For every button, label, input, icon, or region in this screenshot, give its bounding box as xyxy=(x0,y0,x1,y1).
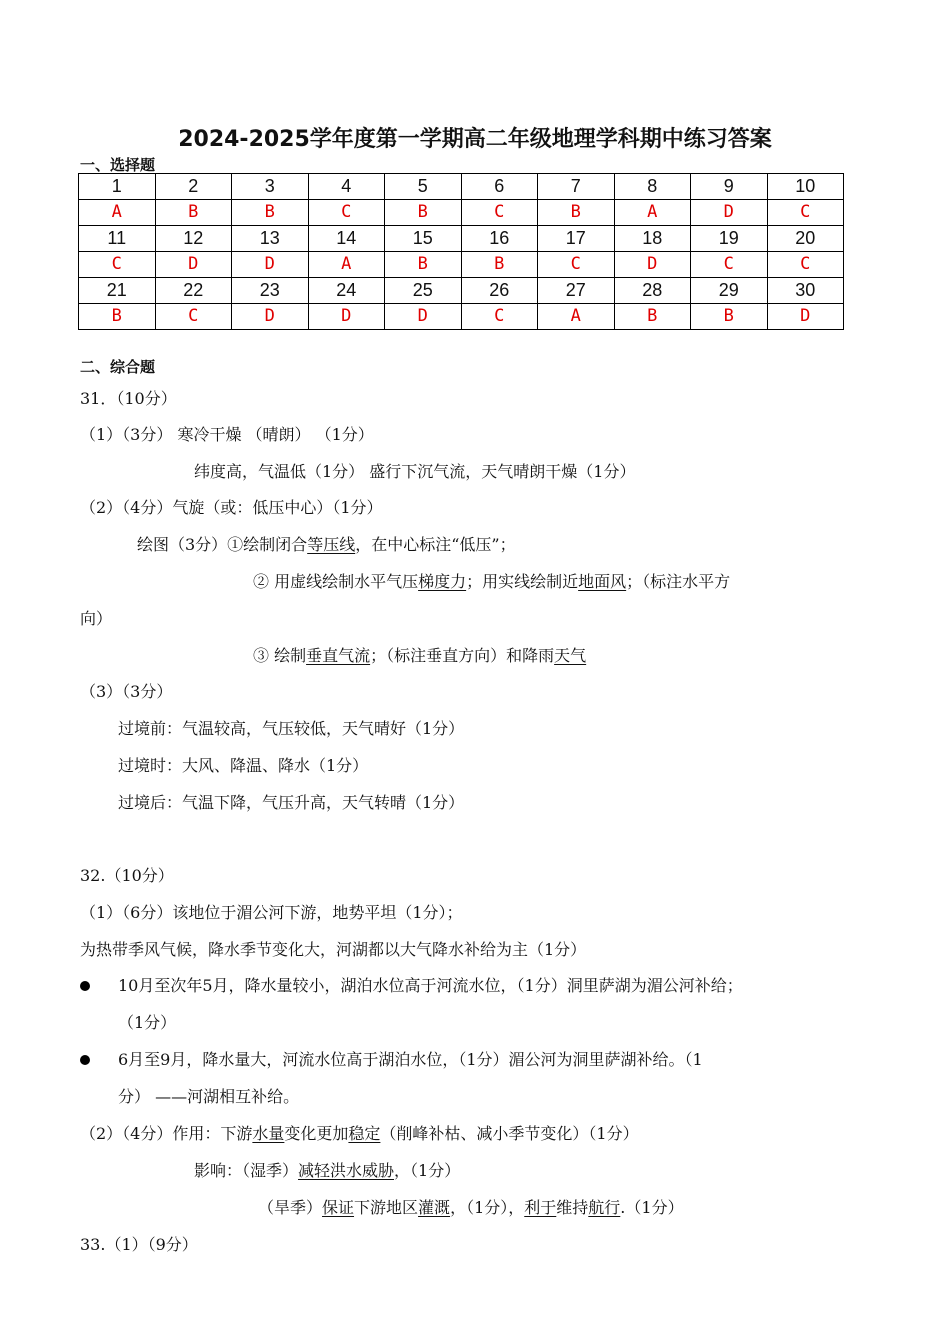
text-segment: ；（标注水平方 xyxy=(626,572,731,591)
answer-letter: D xyxy=(767,304,844,330)
text-segment: （削峰补枯、减小季节变化）（1分） xyxy=(380,1124,639,1143)
q32-heading: 32.（10分） xyxy=(80,866,174,885)
text-segment: ，（1分） xyxy=(394,1161,461,1180)
text-segment: .（1分） xyxy=(620,1198,684,1217)
underlined-term: 灌溉 xyxy=(418,1198,451,1217)
question-number: 9 xyxy=(691,174,768,200)
underlined-term: 保证 xyxy=(322,1198,355,1217)
underlined-term: 梯度力 xyxy=(418,572,467,591)
answer-letter: C xyxy=(461,304,538,330)
q32-part1-line2: 为热带季风气候，降水季节变化大，河湖都以大气降水补给为主（1分） xyxy=(80,940,587,959)
q31-part2-line1: （2）（4分）气旋（或：低压中心）（1分） xyxy=(80,498,383,517)
answer-letter: B xyxy=(232,200,309,226)
question-number: 23 xyxy=(232,278,309,304)
answer-letter: C xyxy=(155,304,232,330)
answer-letter: D xyxy=(232,252,309,278)
q31-part3-line1: （3）（3分） xyxy=(80,682,173,701)
answer-letter: A xyxy=(79,200,156,226)
question-number: 20 xyxy=(767,226,844,252)
answer-letter: B xyxy=(155,200,232,226)
question-number: 16 xyxy=(461,226,538,252)
question-number: 15 xyxy=(385,226,462,252)
text-segment: （2）（4分）作用：下游 xyxy=(80,1124,253,1143)
underlined-term: 等压线 xyxy=(307,535,356,554)
question-number: 6 xyxy=(461,174,538,200)
question-number: 5 xyxy=(385,174,462,200)
answer-letter: B xyxy=(385,200,462,226)
q32-part1-line1: （1）（6分）该地位于湄公河下游，地势平坦（1分）； xyxy=(80,903,463,922)
table-row xyxy=(79,252,844,278)
answer-letter: B xyxy=(538,200,615,226)
answer-letter: D xyxy=(385,304,462,330)
underlined-term: 减轻洪水威胁 xyxy=(298,1161,395,1180)
q32-bullet1-line2: （1分） xyxy=(118,1013,177,1032)
answer-letter: B xyxy=(461,252,538,278)
question-number: 27 xyxy=(538,278,615,304)
q31-part1-line2: 纬度高，气温低（1分） 盛行下沉气流，天气晴朗干燥（1分） xyxy=(194,462,636,481)
question-number: 13 xyxy=(232,226,309,252)
answer-letter: A xyxy=(614,200,691,226)
q31-part2-line3 xyxy=(253,571,730,593)
question-number: 30 xyxy=(767,278,844,304)
text-segment: ② 用虚线绘制水平气压 xyxy=(253,572,419,591)
q31-part3-after: 过境后：气温下降，气压升高，天气转晴（1分） xyxy=(118,793,465,812)
underlined-term: 利于 xyxy=(524,1198,557,1217)
q31-part3-before: 过境前：气温较高，气压较低，天气晴好（1分） xyxy=(118,719,465,738)
text-segment: ③ 绘制 xyxy=(253,646,307,665)
answer-letter: C xyxy=(308,200,385,226)
question-number: 14 xyxy=(308,226,385,252)
q31-part3-during: 过境时：大风、降温、降水（1分） xyxy=(118,756,369,775)
text-segment: ；用实线绘制近 xyxy=(466,572,579,591)
q31-part1-line1: （1）（3分） 寒冷干燥 （晴朗） （1分） xyxy=(80,425,374,444)
answer-letter: C xyxy=(767,252,844,278)
section-choice-heading: 一、选择题 xyxy=(80,156,156,174)
bullet-icon xyxy=(80,981,90,991)
question-number: 28 xyxy=(614,278,691,304)
underlined-term: 垂直气流 xyxy=(306,646,371,665)
answer-letter: C xyxy=(767,200,844,226)
answer-letter: C xyxy=(79,252,156,278)
q33-heading: 33.（1）（9分） xyxy=(80,1235,198,1254)
answer-letter: D xyxy=(691,200,768,226)
question-number: 24 xyxy=(308,278,385,304)
table-row xyxy=(79,226,844,252)
table-row xyxy=(79,200,844,226)
page-title: 2024-2025学年度第一学期高二年级地理学科期中练习答案 xyxy=(178,127,772,152)
question-number: 25 xyxy=(385,278,462,304)
q32-bullet1-line1: 10月至次年5月，降水量较小，湖泊水位高于河流水位，（1分）洞里萨湖为湄公河补给； xyxy=(118,976,743,995)
answer-letter: D xyxy=(614,252,691,278)
text-segment: 变化更加 xyxy=(284,1124,349,1143)
text-segment: ；（标注垂直方向）和降雨 xyxy=(370,646,555,665)
q32-part2-line3 xyxy=(258,1197,684,1219)
answer-letter: B xyxy=(79,304,156,330)
answer-letter: C xyxy=(691,252,768,278)
question-number: 22 xyxy=(155,278,232,304)
section-comprehensive-heading: 二、综合题 xyxy=(80,358,156,376)
question-number: 19 xyxy=(691,226,768,252)
question-number: 26 xyxy=(461,278,538,304)
text-segment: 维持 xyxy=(556,1198,589,1217)
text-segment: 下游地区 xyxy=(354,1198,419,1217)
question-number: 18 xyxy=(614,226,691,252)
answer-letter: A xyxy=(538,304,615,330)
answer-table xyxy=(78,173,844,330)
answer-letter: A xyxy=(308,252,385,278)
q32-bullet2-line1: 6月至9月，降水量大，河流水位高于湖泊水位，（1分）湄公河为洞里萨湖补给。（1 xyxy=(118,1050,703,1069)
underlined-term: 稳定 xyxy=(348,1124,381,1143)
question-number: 17 xyxy=(538,226,615,252)
q31-part2-line4: 向） xyxy=(80,609,113,628)
bullet-icon xyxy=(80,1055,90,1065)
question-number: 1 xyxy=(79,174,156,200)
question-number: 11 xyxy=(79,226,156,252)
underlined-term: 航行 xyxy=(588,1198,621,1217)
question-number: 29 xyxy=(691,278,768,304)
text-segment: 影响：（湿季） xyxy=(194,1161,299,1180)
answer-letter: C xyxy=(538,252,615,278)
question-number: 3 xyxy=(232,174,309,200)
table-row xyxy=(79,278,844,304)
q32-bullet2-line2: 分） ——河湖相互补给。 xyxy=(118,1087,300,1106)
question-number: 10 xyxy=(767,174,844,200)
answer-letter: B xyxy=(385,252,462,278)
q32-part2-line1 xyxy=(80,1123,639,1145)
question-number: 12 xyxy=(155,226,232,252)
question-number: 2 xyxy=(155,174,232,200)
answer-letter: C xyxy=(461,200,538,226)
answer-letter: D xyxy=(155,252,232,278)
table-row xyxy=(79,174,844,200)
text-segment: 绘图（3分）①绘制闭合 xyxy=(137,535,308,554)
q32-part2-line2 xyxy=(194,1160,460,1182)
underlined-term: 天气 xyxy=(554,646,587,665)
q31-part2-line5 xyxy=(253,645,586,667)
answer-letter: D xyxy=(232,304,309,330)
text-segment: ，（1分）， xyxy=(450,1198,525,1217)
text-segment: （旱季） xyxy=(258,1198,323,1217)
answer-letter: D xyxy=(308,304,385,330)
q31-part2-line2 xyxy=(137,534,516,556)
question-number: 8 xyxy=(614,174,691,200)
question-number: 4 xyxy=(308,174,385,200)
answer-letter: B xyxy=(614,304,691,330)
answer-letter: B xyxy=(691,304,768,330)
underlined-term: 水量 xyxy=(252,1124,285,1143)
text-segment: ，在中心标注“低压”； xyxy=(355,535,516,554)
question-number: 7 xyxy=(538,174,615,200)
underlined-term: 地面风 xyxy=(578,572,627,591)
table-row xyxy=(79,304,844,330)
q31-heading: 31．（10分） xyxy=(80,389,177,408)
question-number: 21 xyxy=(79,278,156,304)
